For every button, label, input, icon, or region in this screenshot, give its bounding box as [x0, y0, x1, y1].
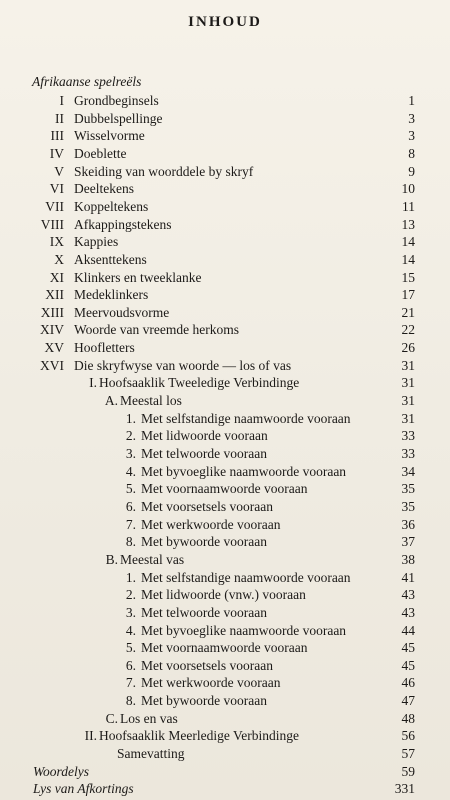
toc-entry [0, 639, 450, 657]
toc-entry-page: 10 [401, 181, 415, 197]
toc-entry-page: 31 [401, 393, 415, 409]
toc-entry [0, 674, 450, 692]
toc-entry-number: IV [49, 145, 64, 161]
toc-entry-label: Dubbelspellinge [74, 110, 163, 126]
toc-entry-page: 43 [401, 587, 415, 603]
toc-entry-number: XIV [40, 322, 64, 338]
toc-entry-number: 4. [125, 463, 136, 479]
toc-entry-label: Meestal vas [120, 551, 185, 567]
toc-entry [0, 445, 450, 463]
toc-entry-number: V [54, 163, 64, 179]
toc-entry-page: 45 [401, 640, 415, 656]
toc-entry-number: 2. [125, 428, 136, 444]
toc-entry [0, 763, 450, 781]
toc-entry-page: 33 [401, 446, 415, 461]
toc-entry-page: 13 [401, 216, 415, 232]
toc-entry-label: Met selfstandige naamwoorde vooraan [141, 569, 351, 585]
toc-entry-page: 36 [401, 516, 415, 532]
toc-entry [0, 180, 450, 198]
toc-entry-label: Afkappingstekens [74, 216, 172, 232]
toc-entry-number: XV [44, 340, 64, 356]
toc-entry-label: Los en vas [120, 710, 178, 726]
toc-entry-label: Samevatting [117, 746, 185, 762]
toc-entry-label: Met voorsetsels vooraan [141, 657, 273, 673]
toc-entry-label: Kappies [74, 234, 119, 250]
toc-entry-number: II. [84, 728, 97, 744]
toc-entry-label: Hoofletters [74, 340, 135, 356]
toc-entry-number: B. [105, 551, 118, 567]
toc-entry-number: VIII [40, 216, 64, 232]
toc-entry [0, 551, 450, 569]
toc-entry-page: 31 [401, 357, 415, 373]
toc-entry-number: 7. [125, 675, 136, 691]
toc-entry [0, 657, 450, 675]
toc-entry-label: Doeblette [74, 145, 127, 161]
toc-entry [0, 145, 450, 163]
toc-entry [0, 780, 450, 798]
toc-entry [0, 745, 450, 763]
toc-entry-label: Met selfstandige naamwoorde vooraan [141, 410, 351, 426]
toc-entry-number: A. [104, 393, 118, 409]
toc-entry-label: Koppeltekens [74, 198, 149, 214]
toc-entry-label: Wisselvorme [74, 128, 145, 144]
toc-entry-page: 34 [401, 463, 415, 479]
toc-entry-page: 8 [408, 145, 415, 161]
toc-entry-number: XII [45, 287, 64, 303]
toc-entry [0, 604, 450, 622]
toc-entry-page: 15 [401, 269, 415, 285]
toc-entry-label: Met bywoorde vooraan [141, 534, 267, 550]
toc-entry-page: 3 [408, 128, 415, 144]
toc-entry-number: X [54, 251, 64, 267]
toc-entry [0, 427, 450, 445]
toc-entry-label: Meestal los [120, 393, 182, 409]
toc-entry-number: 3. [125, 604, 136, 620]
toc-entry-number: VII [45, 198, 64, 214]
toc-entry-label: Met voornaamwoorde vooraan [141, 481, 308, 497]
toc-entry [0, 410, 450, 428]
toc-entry [0, 569, 450, 587]
toc-entry-page: 44 [401, 622, 415, 638]
toc-entry-page: 17 [401, 287, 415, 303]
toc-entry-label: Met byvoeglike naamwoorde vooraan [141, 463, 347, 479]
toc-entry-number: I [59, 93, 64, 108]
toc-entry [0, 692, 450, 710]
toc-entry-number: 8. [125, 534, 136, 550]
toc-entry-number: 5. [125, 640, 136, 656]
toc-entry-page: 22 [401, 322, 415, 338]
toc-entry-number: 3. [125, 446, 136, 461]
toc-entry-number: XVI [40, 357, 64, 373]
toc-entry-number: 5. [125, 481, 136, 497]
toc-entry [0, 339, 450, 357]
toc-entry-page: 57 [401, 746, 415, 762]
toc-entry-page: 35 [401, 481, 415, 497]
toc-entry-label: Medeklinkers [74, 287, 149, 303]
toc-entry-label: Met voorsetsels vooraan [141, 498, 273, 514]
toc-entry-page: 37 [401, 534, 415, 550]
toc-entry-label: Die skryfwyse van woorde — los of vas [74, 357, 292, 373]
toc-entry-number: XIII [40, 304, 64, 320]
toc-entry-number: 1. [125, 410, 136, 426]
toc-entry-number: 4. [125, 622, 136, 638]
page-title: INHOUD [188, 14, 262, 30]
toc-entry-page: 331 [394, 781, 415, 797]
toc-entry [0, 198, 450, 216]
toc-entry-page: 43 [401, 604, 415, 620]
toc-entry [0, 92, 450, 110]
toc-entry-label: Met telwoorde vooraan [141, 604, 267, 620]
toc-entry [0, 304, 450, 322]
toc-entry-label: Skeiding van woorddele by skryf [74, 163, 254, 179]
toc-entry-page: 38 [401, 551, 415, 567]
toc-entry-label: Hoofsaaklik Meerledige Verbindinge [99, 728, 299, 744]
toc-entry [0, 622, 450, 640]
toc-entry-number: IX [49, 234, 64, 250]
toc-entry-label: Met lidwoorde vooraan [141, 428, 268, 444]
toc-entry-page: 31 [401, 410, 415, 426]
toc-entry-label: Deeltekens [74, 181, 134, 197]
toc-entry-number: VI [49, 181, 64, 197]
toc-entry [0, 216, 450, 234]
toc-entry [0, 463, 450, 481]
toc-entry-number: XI [49, 269, 64, 285]
toc-entry-page: 3 [408, 110, 415, 126]
toc-entry-label: Hoofsaaklik Tweeledige Verbindinge [99, 375, 300, 391]
section-heading: Afrikaanse spelreëls [32, 74, 142, 89]
toc-entry [0, 586, 450, 604]
toc-entry-page: 11 [402, 198, 415, 214]
toc-entry [0, 498, 450, 516]
toc-entry-number: II [55, 110, 64, 126]
toc-entry-label: Woorde van vreemde herkoms [74, 322, 239, 338]
toc-entry [0, 163, 450, 181]
toc-entry-number: 1. [125, 569, 136, 585]
toc-entry [0, 110, 450, 128]
toc-entry-page: 21 [401, 304, 415, 320]
toc-entry-page: 56 [401, 728, 415, 744]
toc-entry-number: 6. [125, 498, 136, 514]
toc-entry [0, 516, 450, 534]
toc-entry-label: Klinkers en tweeklanke [74, 269, 202, 285]
toc-entry [0, 233, 450, 251]
toc-entry-number: 6. [125, 657, 136, 673]
toc-entry-label: Aksenttekens [74, 251, 147, 267]
toc-entry-label: Grondbeginsels [74, 93, 159, 108]
toc-entry [0, 286, 450, 304]
toc-entry-number: III [50, 128, 64, 144]
toc-entry-number: 7. [125, 516, 136, 532]
toc-entry [0, 374, 450, 392]
toc-entry-page: 47 [401, 693, 415, 709]
toc-entry-page: 14 [401, 234, 415, 250]
toc-entry [0, 357, 450, 375]
toc-entry-label: Met bywoorde vooraan [141, 693, 267, 709]
toc-entry-label: Lys van Afkortings [33, 781, 134, 797]
toc-entry-page: 59 [401, 763, 415, 779]
toc-entry-page: 48 [401, 710, 415, 726]
toc-entry-label: Met lidwoorde (vnw.) vooraan [141, 587, 306, 603]
toc-entry-label: Woordelys [33, 763, 89, 779]
toc-entry [0, 392, 450, 410]
toc-entry-label: Met werkwoorde vooraan [141, 516, 281, 532]
toc-entry-page: 1 [408, 93, 415, 108]
toc-entry-label: Met telwoorde vooraan [141, 446, 267, 461]
toc-entry-number: 8. [125, 693, 136, 709]
toc-entry-number: C. [105, 710, 118, 726]
toc-entry [0, 321, 450, 339]
toc-entry [0, 727, 450, 745]
toc-entry-page: 9 [408, 163, 415, 179]
toc-entry-label: Met byvoeglike naamwoorde vooraan [141, 622, 347, 638]
toc-entry-number: I. [89, 375, 97, 391]
toc-entry-page: 46 [401, 675, 415, 691]
toc-entry-number: 2. [125, 587, 136, 603]
toc-entry [0, 533, 450, 551]
toc-entry-label: Meervoudsvorme [74, 304, 170, 320]
toc-entry [0, 269, 450, 287]
toc-entry-page: 35 [401, 498, 415, 514]
toc-entry-label: Met voornaamwoorde vooraan [141, 640, 308, 656]
toc-entry-page: 26 [401, 340, 415, 356]
toc-entry-page: 45 [401, 657, 415, 673]
toc-entry [0, 127, 450, 145]
toc-entry-page: 31 [401, 375, 415, 391]
toc-entry-page: 41 [401, 569, 415, 585]
toc-entry-page: 33 [401, 428, 415, 444]
toc-entry [0, 480, 450, 498]
toc-entry [0, 710, 450, 728]
toc-entry-label: Met werkwoorde vooraan [141, 675, 281, 691]
toc-entry-page: 14 [401, 251, 415, 267]
toc-entry [0, 251, 450, 269]
